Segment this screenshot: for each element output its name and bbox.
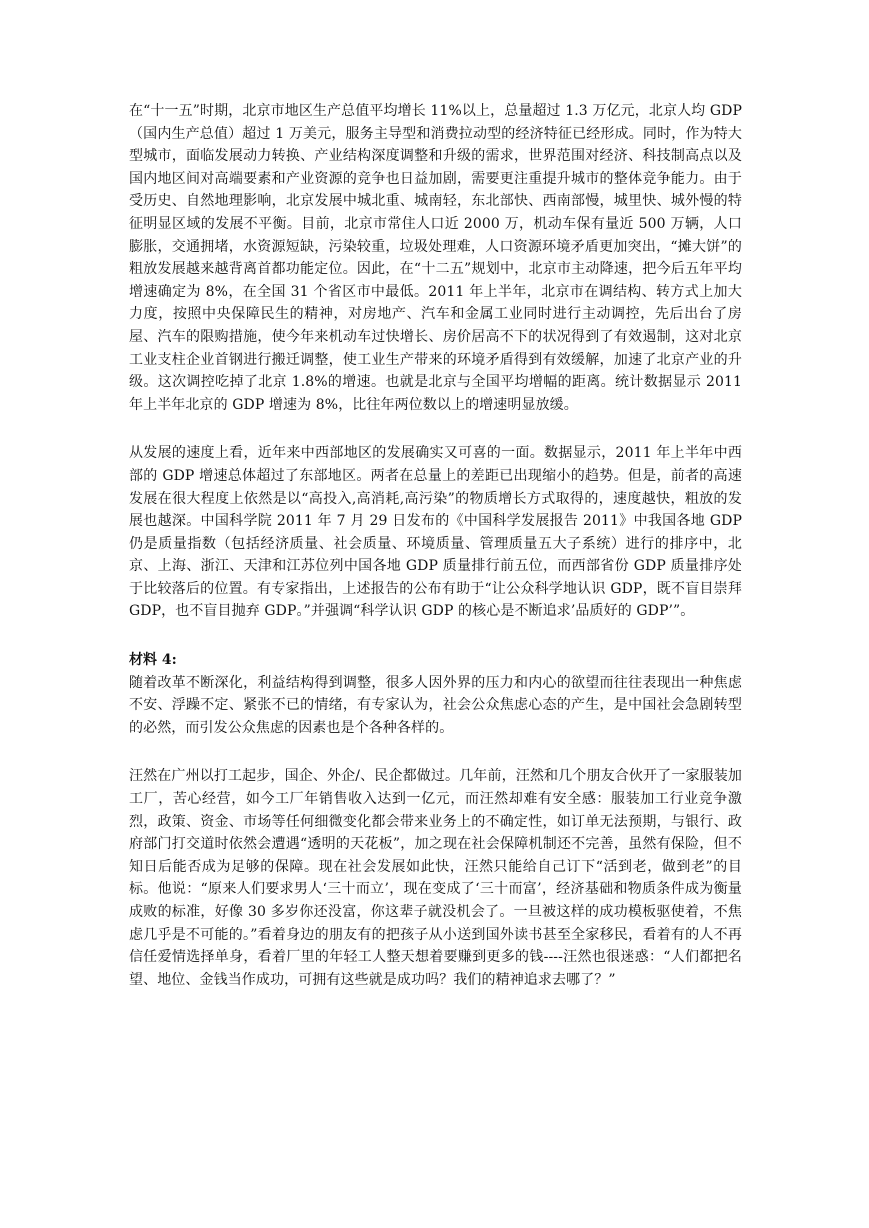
paragraph-central-western-gdp: 从发展的速度上看，近年来中西部地区的发展确实又可喜的一面。数据显示，2011 年上半年中西部的 GDP 增速总体超过了东部地区。两者在总量上的差距已出现缩小的趋势。但是，前者的高速发展在很大程度上依然是以“高投入,高消耗,高污染”的物质增长方式取得的，速度越快，粗放的发展也越深。中国科学院 2011 年 7 月 29 日发布的《中国科学发展报告 2011》中我国各地 GDP 仍是质量指数（包括经济质量、社会质量、环境质量、管理质量五大子系统）进行的排序中，北京、上海、浙江、天津和江苏位列中国各地 GDP 质量排行前五位，而西部省份 GDP 质量排序处于比较落后的位置。有专家指出，上述报告的公布有助于“让公众科学地认识 GDP，既不盲目崇拜 GDP，也不盲目抛弃 GDP。”并强调“科学认识 GDP 的核心是不断追求’品质好的 GDP’”。 (129, 445, 742, 620)
material-4-heading: 材料 4: (129, 652, 177, 669)
paragraph-wang-ran-story: 汪然在广州以打工起步，国企、外企/、民企都做过。几年前，汪然和几个朋友合伙开了一家服装加工厂，苦心经营，如今工厂年销售收入达到一亿元，而汪然却难有安全感：服装加工行业竞争激烈，政策、资金、市场等任何细微变化都会带来业务上的不确定性，如订单无法预期，与银行、政府部门打交道时依然会遭遇“透明的天花板”，加之现在社会保障机制还不完善，虽然有保险，但不知日后能否成为足够的保障。现在社会发展如此快，汪然只能给自己订下“活到老，做到老”的目标。他说：“原来人们要求男人‘三十而立’，现在变成了‘三十而富’，经济基础和物质条件成为衡量成败的标准，好像 30 多岁你还没富，你这辈子就没机会了。一旦被这样的成功模板驱使着，不焦虑几乎是不可能的。”看着身边的朋友有的把孩子从小送到国外读书甚至全家移民，看着有的人不再信任爱情选择单身，看着厂里的年轻工人整天想着要赚到更多的钱----汪然也很迷惑：“人们都把名望、地位、金钱当作成功，可拥有这些就是成功吗？我们的精神追求去哪了？” (129, 768, 742, 988)
paragraph-beijing-gdp: 在“十一五”时期，北京市地区生产总值平均增长 11%以上，总量超过 1.3 万亿元，北京人均 GDP（国内生产总值）超过 1 万美元，服务主导型和消费拉动型的经济特征已经形成。同时，作为特大型城市，面临发展动力转换、产业结构深度调整和升级的需求，世界范围对经济、科技制高点以及国内地区间对高端要素和产业资源的竞争也日益加剧，需要更注重提升城市的整体竞争能力。由于受历史、自然地理影响，北京发展中城北重、城南轻，东北部快、西南部慢，城里快、城外慢的特征明显区域的发展不平衡。目前，北京市常住人口近 2000 万，机动车保有量近 500 万辆，人口膨胀，交通拥堵，水资源短缺，污染较重，垃圾处理难，人口资源环境矛盾更加突出，“摊大饼”的粗放发展越来越背离首都功能定位。因此，在“十二五”规划中，北京市主动降速，把今后五年平均增速确定为 8%，在全国 31 个省区市中最低。2011 年上半年，北京市在调结构、转方式上加大力度，按照中央保障民生的精神，对房地产、汽车和金属工业同时进行主动调控，先后出台了房屋、汽车的限购措施，使今年来机动车过快增长、房价居高不下的状况得到了有效遏制，这对北京工业支柱企业首钢进行搬迁调整，使工业生产带来的环境矛盾得到有效缓解，加速了北京产业的升级。这次调控吃掉了北京 1.8%的增速。也就是北京与全国平均增幅的距离。统计数据显示 2011 年上半年北京的 GDP 增速为 8%，比往年两位数以上的增速明显放缓。 (129, 103, 742, 413)
document-body (129, 100, 742, 991)
paragraph-spacer (129, 623, 742, 649)
paragraph-spacer (129, 739, 742, 765)
paragraph-social-anxiety: 随着改革不断深化，利益结构得到调整，很多人因外界的压力和内心的欲望而往往表现出一种焦虑不安、浮躁不定、紧张不已的情绪，有专家认为，社会公众焦虑心态的产生，是中国社会急剧转型的必然，而引发公众焦虑的因素也是个各种各样的。 (129, 674, 742, 736)
paragraph-spacer (129, 416, 742, 442)
